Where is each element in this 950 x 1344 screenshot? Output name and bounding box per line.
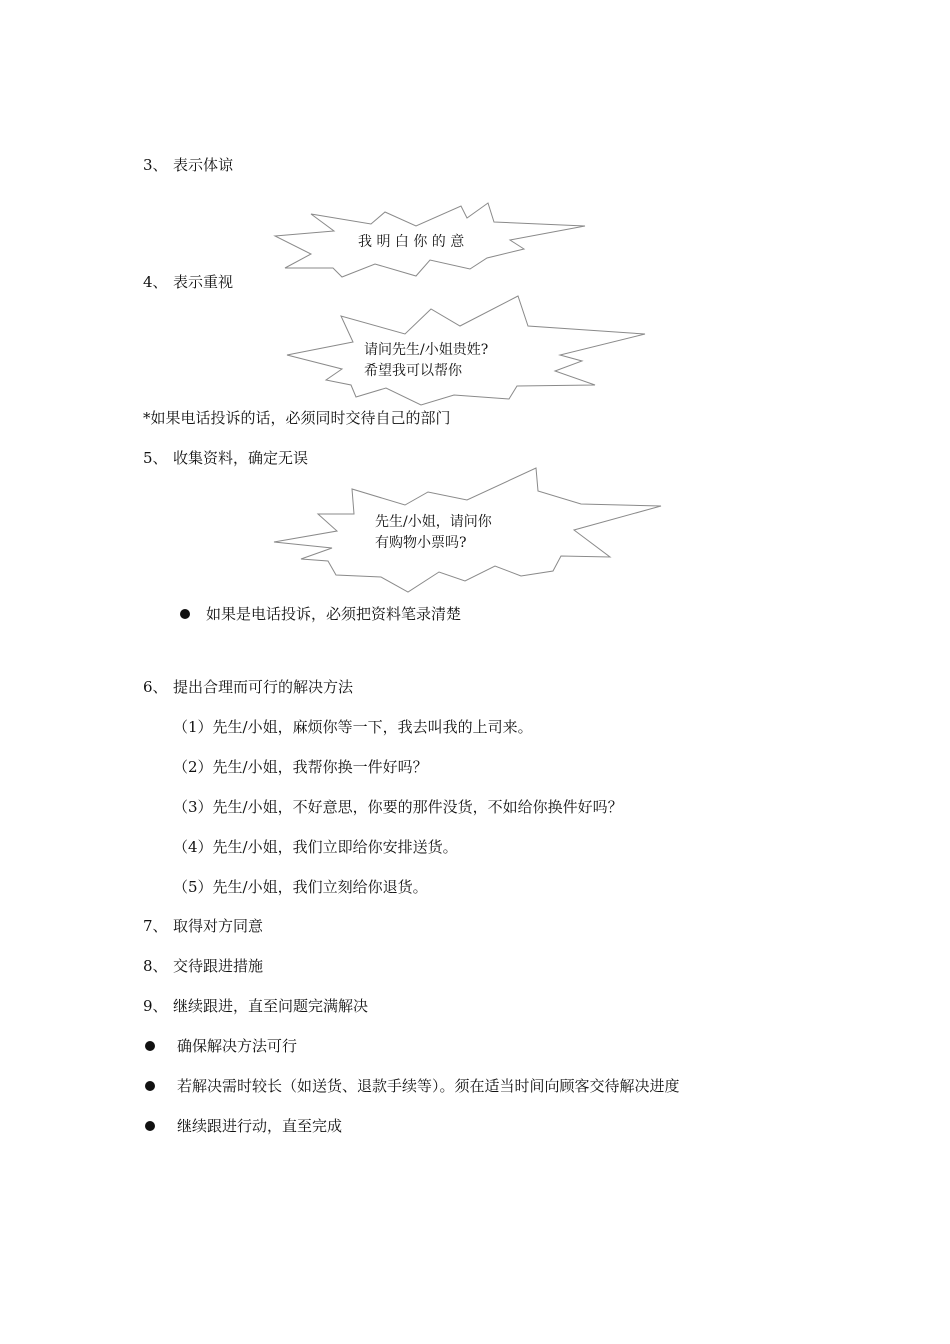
option-item-4: （4）先生/小姐，我们立即给你安排送货。 bbox=[173, 838, 458, 856]
note-phone-complaint: *如果电话投诉的话，必须同时交待自己的部门 bbox=[143, 409, 451, 427]
step-text: 表示重视 bbox=[173, 273, 234, 291]
option-item-2: （2）先生/小姐，我帮你换一件好吗？ bbox=[173, 758, 428, 776]
bullet-text: 若解决需时较长（如送货、退款手续等）。须在适当时间向顾客交待解决进度 bbox=[177, 1077, 680, 1095]
option-item-5: （5）先生/小姐，我们立刻给你退货。 bbox=[173, 878, 428, 896]
speech-burst-3-text-1: 先生/小姐，请问你 bbox=[375, 514, 492, 530]
bullet-text: 如果是电话投诉，必须把资料笔录清楚 bbox=[206, 605, 462, 623]
option-item-1: （1）先生/小姐，麻烦你等一下，我去叫我的上司来。 bbox=[173, 718, 533, 736]
speech-burst-2-text-1: 请问先生/小姐贵姓? bbox=[364, 342, 489, 358]
step-text: 取得对方同意 bbox=[173, 917, 264, 935]
step-number: 3、 bbox=[143, 156, 168, 174]
step-text: 表示体谅 bbox=[173, 156, 234, 174]
speech-burst-3-text-2: 有购物小票吗? bbox=[375, 535, 467, 551]
bullet-icon bbox=[180, 609, 190, 619]
step-text: 交待跟进措施 bbox=[173, 957, 264, 975]
bullet-icon bbox=[145, 1081, 155, 1091]
step-number: 9、 bbox=[143, 997, 168, 1015]
step-number: 5、 bbox=[143, 449, 168, 467]
bullet-text: 继续跟进行动，直至完成 bbox=[177, 1117, 343, 1135]
step-text: 收集资料，确定无误 bbox=[173, 449, 309, 467]
step-number: 4、 bbox=[143, 273, 168, 291]
step-text: 提出合理而可行的解决方法 bbox=[173, 678, 354, 696]
speech-burst-1-text: 我 明 白 你 的 意 bbox=[358, 234, 465, 250]
bullet-icon bbox=[145, 1121, 155, 1131]
step-number: 8、 bbox=[143, 957, 168, 975]
bullet-icon bbox=[145, 1041, 155, 1051]
step-text: 继续跟进，直至问题完满解决 bbox=[173, 997, 369, 1015]
step-number: 6、 bbox=[143, 678, 168, 696]
option-item-3: （3）先生/小姐，不好意思，你要的那件没货，不如给你换件好吗？ bbox=[173, 798, 623, 816]
bullet-text: 确保解决方法可行 bbox=[177, 1037, 298, 1055]
speech-burst-2-text-2: 希望我可以帮你 bbox=[364, 363, 462, 379]
step-number: 7、 bbox=[143, 917, 168, 935]
